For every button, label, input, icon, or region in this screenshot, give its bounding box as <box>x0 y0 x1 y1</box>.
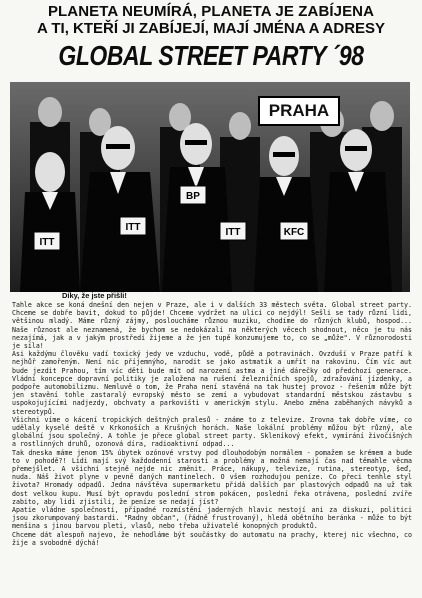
paragraph: Všichni víme o kácení tropických deštných pralesů - známe to z televize. Zrovna tak dobře víme, co udělaly kyselé deště v Krkonoších a Krušných horách. Naše lokální problémy můžou být různý, ale globální jsou společný. A tohle je přece global street party. Skleníkový efekt, vymírání živočišných a rostlinných druhů, ozonová díra, radioaktivní odpad... <box>12 415 412 449</box>
suit-label-3: ITT <box>225 227 241 238</box>
suit-label-2: BP <box>186 191 200 202</box>
header-line-1: PLANETA NEUMÍRÁ, PLANETA JE ZABÍJENA <box>47 3 375 20</box>
paragraph: Asi každýmu člověku vadí toxický jedy ve vzduchu, vodě, půdě a potravinách. Ovzduší v Praze patří k nejhůř zamořeným. Není nic příjemnýho, narodit se jako astmatik a umřít na rakovinu. Čím víc aut bude jezdit Prahou, tím víc děti bude mít od narození astma a jiné dárečky od předchozí generace. Vládní koncepce dopravní politiky je založena na rušení železničních spojů, zdražování jízdenky, a podpoře automobilizmu. Nemluvě o tom, že Praha není stavěná na tak hustej provoz - řešením může být jen stavění tohle zastaralý evropský město se zemí a vybudovat standardní městskou zástavbu s uspokojujícími nadjezdy, obchvaty a parkovišti v americkým stylu. Anebo změna zaběhaných návyků a stereotypů. <box>12 350 412 416</box>
paragraph: Tahle akce se koná dnešní den nejen v Praze, ale i v dalších 33 městech světa. Global street party. Chceme se dobře bavit, dokud to půjde! Chceme vydržet na ulici co nejdýl! Sešli se tady různí lidi, většinou mladý. Máme různý zájmy, posloucháme různou muziku, chodíme do různých klubů, hospod... Naše různost ale neznamená, že bychom se nedokázali na některých věcech shodnout, něco je tu nás nezajímá, jak a v jakým prostředí žijeme a že jen tupě konzumujeme to, co se „může". V různorodosti je síla! <box>12 301 412 351</box>
protest-photo <box>10 82 410 292</box>
body-text <box>12 301 412 591</box>
suited-crowd-illustration <box>10 82 410 292</box>
paragraph: Apatie vládne společnosti, případné rozmístění jaderných hlavic nestojí ani za diskuzi, politici jsou zkorumpovaný bastardi. "Radny občan", (řádně frustrovaný), hledá obětního beránka - může to být menšina s jinou barvou pleti, vlasů, nebo třeba uživatelé konopných produktů. <box>12 506 412 531</box>
suit-label-1: ITT <box>125 222 141 233</box>
greeting: Díky, že jste přišli! <box>62 291 127 300</box>
paragraph: Tak dneska máme jenom 15% úbytek ozónové vrstvy pod dlouhodobým normálem - pomažem se krémem a bude to v pohodě?! Lidi mají svý každodenní starosti a problémy a možná nemají čas nad těmahle věcma přemejšlet. A všichni stejně nejde nic změnit. Práce, nákupy, televize, rutina, stereotyp, šeď, nuda. Náš život plyne v pevně daných mantinelech. O všem rozhodujou peníze. Co přeci tenhle styl života? Hromady odpadů. Jedna návštěva supermarketu přidá dalších par plastových odpadů na už tak dost velkou kupu. Musí být opravdu poslední strom pokácen, poslední řeka otrávena, poslední zvíře zabito, aby lidi zjistili, že peníze se nedají jíst? <box>12 448 412 506</box>
suit-label-5: ITT <box>39 237 55 248</box>
header-line-2: A TI, KTEŘÍ JI ZABÍJEJÍ, MAJÍ JMÉNA A ADRESY <box>36 20 386 37</box>
city-badge: PRAHA <box>258 96 340 126</box>
suit-label-4: KFC <box>283 227 305 238</box>
paragraph: Chceme dát alespoň najevo, že nehodláme být součástky do automatu na prachy, kterej nic všechno, co žije a svobodně dýchá! <box>12 530 412 547</box>
title: GLOBAL STREET PARTY ´98 <box>58 40 364 71</box>
